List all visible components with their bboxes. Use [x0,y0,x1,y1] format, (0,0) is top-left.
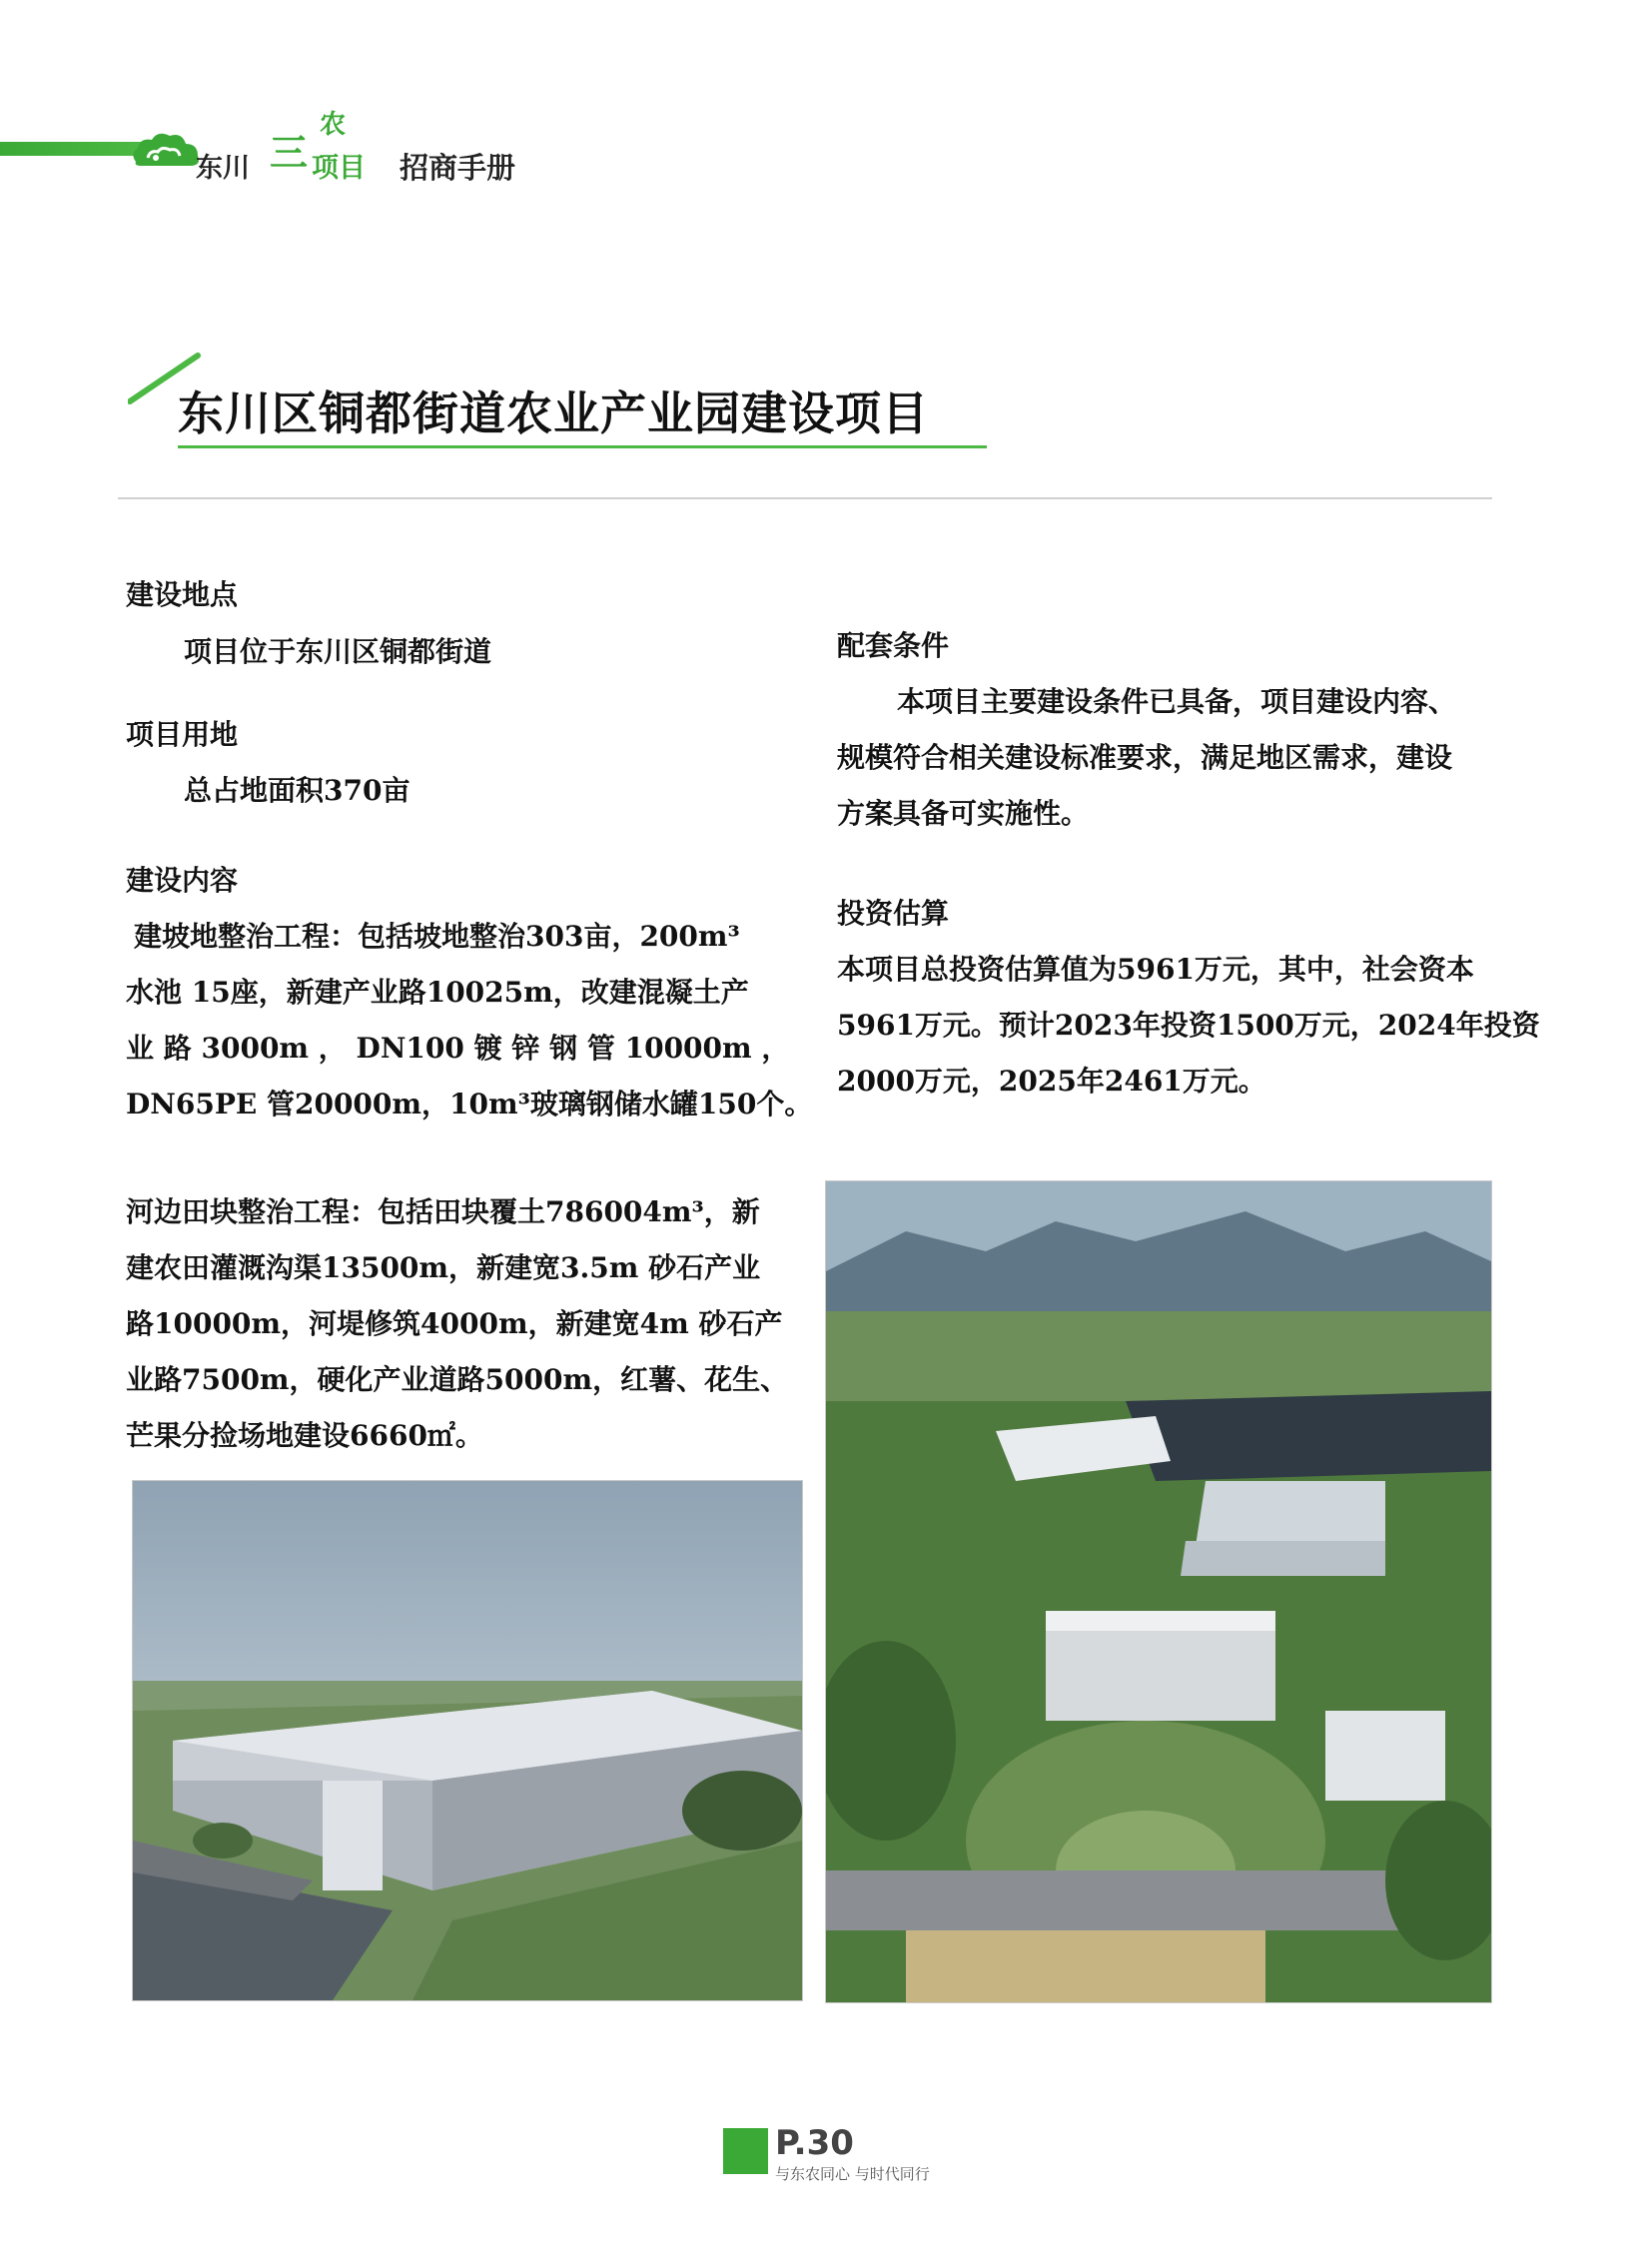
footer-slogan: 与东农同心 与时代同行 [775,2165,930,2183]
brand-dongchuan: 东川 [196,153,250,184]
content-heading: 建设内容 [126,864,239,897]
content-line: 路10000m，河堤修筑4000m，新建宽4m 砂石产 [126,1307,783,1340]
content-line: 水池 15座，新建产业路10025m，改建混凝土产 [126,976,749,1009]
page-title: 东川区铜都街道农业产业园建设项目 [178,386,929,440]
investment-line: 5961万元。预计2023年投资1500万元，2024年投资 [837,1009,1540,1042]
title-underline [178,445,987,448]
content-line: 芒果分捡场地建设6660㎡。 [126,1419,483,1452]
investment-line: 2000万元，2025年2461万元。 [837,1065,1266,1098]
support-line: 本项目主要建设条件已具备，项目建设内容、 [897,685,1457,718]
location-heading: 建设地点 [126,578,239,611]
land-heading: 项目用地 [126,718,239,751]
page-marker [723,2128,768,2174]
support-line: 规模符合相关建设标准要求，满足地区需求，建设 [837,741,1453,774]
divider [118,497,1492,499]
content-line: 建农田灌溉沟渠13500m，新建宽3.5m 砂石产业 [126,1251,761,1284]
page-number: P.30 [775,2123,854,2163]
location-text: 项目位于东川区铜都街道 [184,635,492,668]
content-line: 业路7500m，硬化产业道路5000m，红薯、花生、 [126,1363,789,1396]
brand-san: 三 [270,130,309,175]
content-line: DN65PE 管20000m，10m³玻璃钢储水罐150个。 [126,1088,813,1120]
support-line: 方案具备可实施性。 [837,797,1090,830]
brand-nong: 农 [320,110,347,140]
brand-handbook: 招商手册 [400,151,516,185]
support-heading: 配套条件 [837,629,950,662]
content-line: 河边田块整治工程：包括田块覆土786004m³，新 [126,1195,760,1228]
investment-line: 本项目总投资估算值为5961万元，其中，社会资本 [837,953,1474,986]
investment-heading: 投资估算 [837,897,950,930]
warehouse-photo [132,1480,803,2001]
brand-xiangmu: 项目 [312,153,366,184]
content-line: 业 路 3000m ， DN100 镀 锌 钢 管 10000m ， [126,1032,790,1065]
land-text: 总占地面积370亩 [184,774,411,807]
content-line: 建坡地整治工程：包括坡地整治303亩，200m³ [134,920,740,953]
aerial-photo [825,1180,1492,2003]
